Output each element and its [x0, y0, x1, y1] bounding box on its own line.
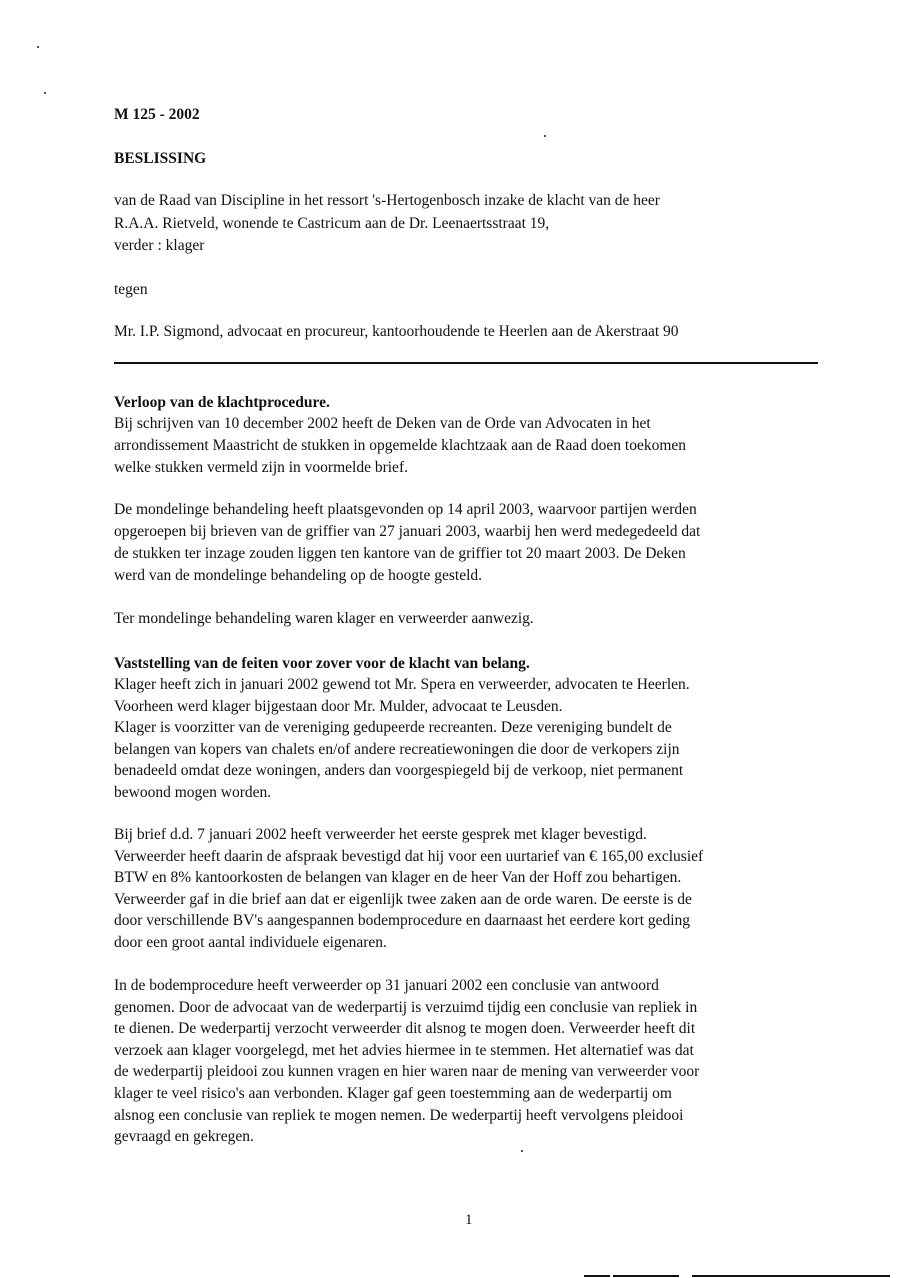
paragraph-line: Verweerder gaf in die brief aan dat er eigenlijk twee zaken aan de orde waren. De eerste is de — [114, 891, 692, 908]
paragraph-line: genomen. Door de advocaat van de wederpartij is verzuimd tijdig een conclusie van repliek in — [114, 999, 698, 1016]
header-line: R.A.A. Rietveld, wonende te Castricum aan de Dr. Leenaertsstraat 19, — [114, 215, 550, 232]
paragraph-line: alsnog een conclusie van repliek te mogen nemen. De wederpartij heeft vervolgens pleidooi — [114, 1107, 684, 1124]
paragraph-line: BTW en 8% kantoorkosten de belangen van klager en de heer Van der Hoff zou behartigen. — [114, 869, 682, 886]
paragraph-line: belangen van kopers van chalets en/of andere recreatiewoningen die door de verkopers zijn — [114, 741, 680, 758]
scan-speck — [544, 135, 546, 137]
paragraph-line: bewoond mogen worden. — [114, 784, 272, 801]
scan-speck — [521, 1150, 523, 1152]
paragraph-line: benadeeld omdat deze woningen, anders dan voorgespiegeld bij de verkoop, niet permanent — [114, 762, 684, 779]
paragraph-line: Bij schrijven van 10 december 2002 heeft de Deken van de Orde van Advocaten in het — [114, 415, 651, 432]
paragraph-line: de stukken ter inzage zouden liggen ten kantore van de griffier tot 20 maart 2003. De Deken — [114, 545, 686, 562]
header-line: van de Raad van Discipline in het ressort 's-Hertogenbosch inzake de klacht van de heer — [114, 192, 660, 209]
paragraph-line: te dienen. De wederpartij verzocht verweerder dit alsnog te mogen doen. Verweerder heeft dit — [114, 1020, 696, 1037]
scan-speck — [44, 92, 46, 94]
footer-scan-line — [692, 1275, 890, 1277]
paragraph-line: de wederpartij pleidooi zou kunnen vragen en hier waren naar de mening van verweerder voor — [114, 1063, 700, 1080]
page-number: 1 — [465, 1212, 473, 1228]
header-divider — [114, 362, 818, 364]
paragraph-line: Bij brief d.d. 7 januari 2002 heeft verweerder het eerste gesprek met klager bevestigd. — [114, 826, 647, 843]
case-number: M 125 - 2002 — [114, 106, 200, 123]
paragraph-line: Klager is voorzitter van de vereniging gedupeerde recreanten. Deze vereniging bundelt de — [114, 719, 672, 736]
paragraph-line: arrondissement Maastricht de stukken in opgemelde klachtzaak aan de Raad doen toekomen — [114, 437, 687, 454]
paragraph-line: In de bodemprocedure heeft verweerder op 31 januari 2002 een conclusie van antwoord — [114, 977, 659, 994]
paragraph-line: gevraagd en gekregen. — [114, 1128, 254, 1145]
paragraph-line: door een groot aantal individuele eigenaren. — [114, 934, 387, 951]
header-line: verder : klager — [114, 237, 205, 254]
paragraph-line: Verweerder heeft daarin de afspraak bevestigd dat hij voor een uurtarief van € 165,00 exclusief — [114, 848, 704, 865]
respondent-line: Mr. I.P. Sigmond, advocaat en procureur, kantoorhoudende te Heerlen aan de Akerstraat 90 — [114, 323, 679, 340]
footer-scan-line — [613, 1275, 679, 1277]
paragraph-line: De mondelinge behandeling heeft plaatsgevonden op 14 april 2003, waarvoor partijen werden — [114, 501, 697, 518]
paragraph-line: Voorheen werd klager bijgestaan door Mr. Mulder, advocaat te Leusden. — [114, 698, 563, 715]
paragraph-line: welke stukken vermeld zijn in voormelde brief. — [114, 459, 408, 476]
paragraph-line: klager te veel risico's aan verbonden. Klager gaf geen toestemming aan de wederpartij om — [114, 1085, 672, 1102]
paragraph-line: Ter mondelinge behandeling waren klager en verweerder aanwezig. — [114, 610, 534, 627]
scan-speck — [37, 46, 39, 48]
section-heading: Verloop van de klachtprocedure. — [114, 394, 330, 411]
paragraph-line: door verschillende BV's aangespannen bodemprocedure en daarnaast het eerdere kort geding — [114, 912, 691, 929]
footer-scan-line — [584, 1275, 610, 1277]
tegen-label: tegen — [114, 281, 148, 298]
paragraph-line: Klager heeft zich in januari 2002 gewend tot Mr. Spera en verweerder, advocaten te Heerlen. — [114, 676, 690, 693]
section-heading: Vaststelling van de feiten voor zover voor de klacht van belang. — [114, 655, 530, 672]
paragraph-line: werd van de mondelinge behandeling op de hoogte gesteld. — [114, 567, 483, 584]
document-title: BESLISSING — [114, 150, 207, 167]
paragraph-line: verzoek aan klager voorgelegd, met het advies hiermee in te stemmen. Het alternatief was dat — [114, 1042, 694, 1059]
paragraph-line: opgeroepen bij brieven van de griffier van 27 januari 2003, waarbij hen werd medegedeeld dat — [114, 523, 701, 540]
